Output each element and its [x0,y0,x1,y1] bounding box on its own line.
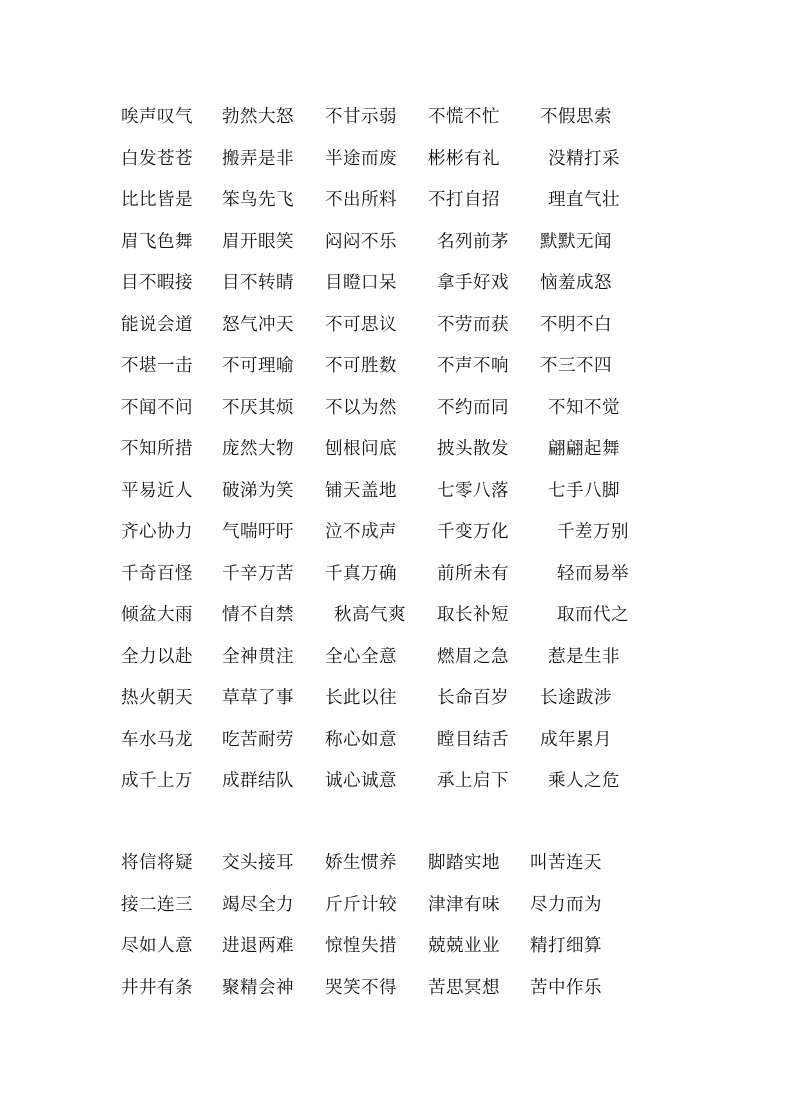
idiom-word: 默默无闻 [540,231,612,252]
idiom-word: 将信将疑 [121,853,193,873]
idiom-word: 吃苦耐劳 [222,729,294,750]
idiom-word: 白发苍苍 [121,148,193,169]
idiom-word: 井井有条 [121,977,193,998]
idiom-word: 刨根问底 [325,439,397,459]
idiom-row [0,351,792,381]
idiom-word: 不可胜数 [325,356,397,376]
idiom-word: 不打自招 [428,190,500,210]
idiom-row [0,848,792,878]
idiom-row [0,144,792,174]
idiom-word: 比比皆是 [121,190,193,210]
idiom-word: 不甘示弱 [325,107,397,127]
idiom-row [0,393,792,423]
idiom-word: 全力以赴 [121,646,193,667]
idiom-word: 斤斤计较 [325,894,397,915]
idiom-word: 眉飞色舞 [121,231,193,252]
idiom-word: 泣不成声 [325,522,397,542]
idiom-word: 长此以往 [325,688,397,708]
idiom-word: 接二连三 [121,894,193,915]
idiom-word: 不慌不忙 [428,107,500,127]
idiom-word: 不堪一击 [121,356,193,376]
idiom-row [0,476,792,506]
idiom-row [0,185,792,215]
idiom-row [0,725,792,755]
idiom-word: 不闻不问 [121,397,193,418]
idiom-word: 不明不白 [540,314,612,335]
idiom-word: 称心如意 [325,729,397,750]
idiom-row [0,434,792,464]
idiom-word: 勃然大怒 [222,107,294,127]
idiom-word: 诚心诚意 [325,771,397,791]
idiom-word: 成年累月 [540,729,612,750]
idiom-row [0,683,792,713]
idiom-word: 进退两难 [222,936,294,956]
idiom-word: 不知不觉 [548,397,620,418]
idiom-word: 不可思议 [325,314,397,335]
idiom-word: 全神贯注 [222,646,294,667]
idiom-word: 庞然大物 [222,439,294,459]
idiom-word: 唉声叹气 [121,107,193,127]
idiom-word: 目瞪口呆 [325,273,397,293]
idiom-word: 笨鸟先飞 [222,190,294,210]
idiom-word: 精打细算 [530,936,602,956]
idiom-word: 取长补短 [437,605,509,625]
idiom-word: 不三不四 [540,356,612,376]
idiom-word: 千奇百怪 [121,563,193,584]
idiom-word: 车水马龙 [121,729,193,750]
idiom-word: 兢兢业业 [428,936,500,956]
idiom-word: 尽力而为 [530,894,602,915]
idiom-word: 不劳而获 [437,314,509,335]
idiom-word: 眉开眼笑 [222,231,294,252]
idiom-word: 竭尽全力 [222,894,294,915]
idiom-row [0,973,792,1003]
idiom-row [0,642,792,672]
idiom-row [0,227,792,257]
idiom-word: 成千上万 [121,771,193,791]
idiom-row [0,268,792,298]
idiom-word: 燃眉之急 [437,646,509,667]
idiom-word: 前所未有 [437,563,509,584]
idiom-word: 全心全意 [325,646,397,667]
idiom-word: 尽如人意 [121,936,193,956]
idiom-row [0,890,792,920]
idiom-word: 不出所料 [325,190,397,210]
idiom-word: 千真万确 [325,563,397,584]
idiom-word: 娇生惯养 [325,853,397,873]
idiom-word: 拿手好戏 [437,273,509,293]
idiom-word: 理直气壮 [548,190,620,210]
idiom-word: 瞠目结舌 [437,729,509,750]
idiom-word: 怒气冲天 [222,314,294,335]
idiom-word: 不假思索 [540,107,612,127]
idiom-word: 叫苦连天 [530,853,602,873]
idiom-word: 平易近人 [121,480,193,501]
idiom-word: 长途跋涉 [540,688,612,708]
idiom-word: 不知所措 [121,439,193,459]
idiom-word: 搬弄是非 [222,148,294,169]
idiom-word: 不声不响 [437,356,509,376]
idiom-word: 恼羞成怒 [540,273,612,293]
idiom-word: 交头接耳 [222,853,294,873]
idiom-word: 千差万别 [557,522,629,542]
idiom-word: 破涕为笑 [222,480,294,501]
idiom-word: 轻而易举 [557,563,629,584]
idiom-row [0,517,792,547]
idiom-word: 苦思冥想 [428,977,500,998]
idiom-word: 聚精会神 [222,977,294,998]
idiom-word: 长命百岁 [437,688,509,708]
idiom-word: 翩翩起舞 [548,439,620,459]
idiom-word: 目不暇接 [121,273,193,293]
idiom-row [0,931,792,961]
idiom-word: 情不自禁 [222,605,294,625]
idiom-row [0,559,792,589]
idiom-word: 千变万化 [437,522,509,542]
idiom-word: 气喘吁吁 [222,522,294,542]
idiom-word: 成群结队 [222,771,294,791]
idiom-word: 草草了事 [222,688,294,708]
idiom-word: 脚踏实地 [428,853,500,873]
idiom-row [0,600,792,630]
idiom-word: 不以为然 [325,397,397,418]
idiom-word: 目不转睛 [222,273,294,293]
idiom-word: 齐心协力 [121,522,193,542]
idiom-word: 惊惶失措 [325,936,397,956]
idiom-word: 热火朝天 [121,688,193,708]
idiom-word: 七零八落 [437,480,509,501]
idiom-row [0,310,792,340]
idiom-word: 闷闷不乐 [325,231,397,252]
idiom-word: 倾盆大雨 [121,605,193,625]
idiom-word: 惹是生非 [548,646,620,667]
idiom-word: 没精打采 [548,148,620,169]
idiom-word: 七手八脚 [548,480,620,501]
idiom-word: 哭笑不得 [325,977,397,998]
idiom-word: 苦中作乐 [530,977,602,998]
idiom-word: 秋高气爽 [334,605,406,625]
idiom-word: 乘人之危 [548,771,620,791]
idiom-word: 彬彬有礼 [428,148,500,169]
idiom-word: 津津有味 [428,894,500,915]
idiom-word: 名列前茅 [437,231,509,252]
idiom-word: 不约而同 [437,397,509,418]
idiom-word: 半途而废 [325,148,397,169]
idiom-word: 能说会道 [121,314,193,335]
idiom-row [0,102,792,132]
idiom-word: 披头散发 [437,439,509,459]
idiom-word: 承上启下 [437,771,509,791]
idiom-word: 铺天盖地 [325,480,397,501]
idiom-row [0,766,792,796]
idiom-word: 千辛万苦 [222,563,294,584]
idiom-word: 不可理喻 [222,356,294,376]
idiom-word: 不厌其烦 [222,397,294,418]
idiom-word: 取而代之 [557,605,629,625]
